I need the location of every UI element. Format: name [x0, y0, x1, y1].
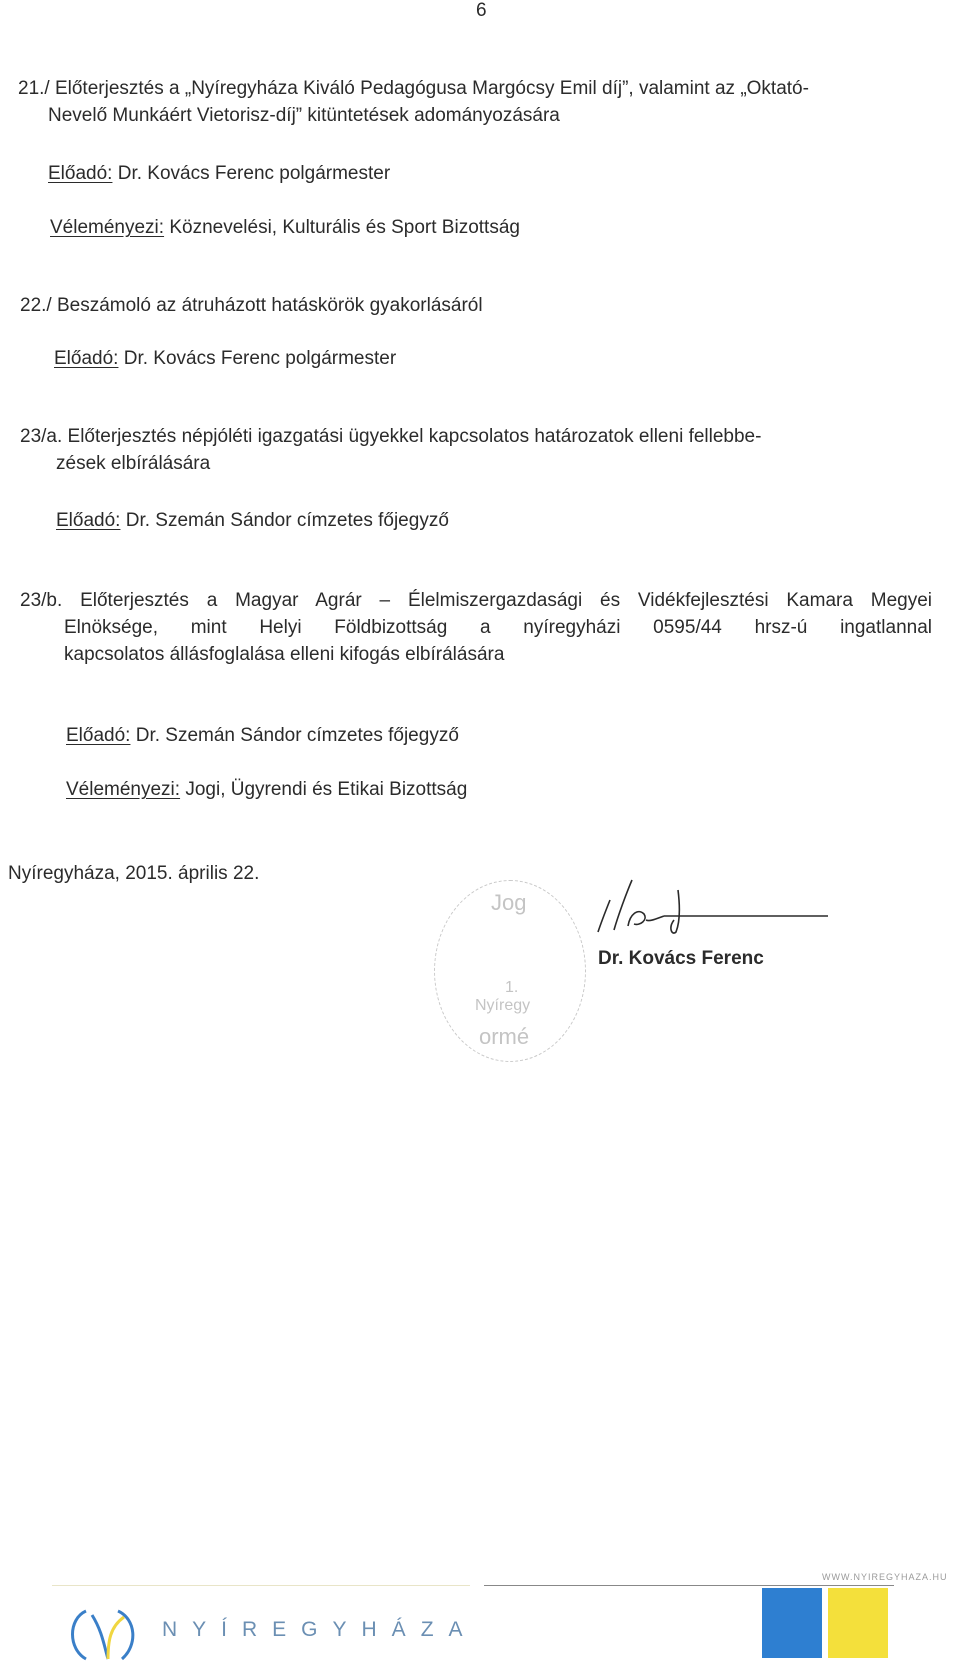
agenda-item-23b-line2: Elnöksége, mint Helyi Földbizottság a nyíregyházi 0595/44 hrsz-ú ingatlannal: [64, 616, 932, 638]
agenda-item-23b-presenter: Előadó: Dr. Szemán Sándor címzetes főjegyző: [66, 725, 459, 746]
signer-name: Dr. Kovács Ferenc: [598, 948, 764, 969]
page-number: 6: [476, 0, 487, 21]
agenda-item-23a-title: 23/a. Előterjesztés népjóléti igazgatási ügyekkel kapcsolatos határozatok elleni fellebbe- zések elbírálására: [20, 426, 762, 474]
agenda-item-23b-reviewer: Véleményezi: Jogi, Ügyrendi és Etikai Bizottság: [66, 779, 468, 800]
nyiregyhaza-logo-icon: [64, 1605, 140, 1663]
footer-blue-block: [762, 1588, 822, 1658]
agenda-item-22-presenter: Előadó: Dr. Kovács Ferenc polgármester: [54, 348, 397, 369]
agenda-item-21-reviewer: Véleményezi: Köznevelési, Kulturális és Sport Bizottság: [50, 217, 520, 238]
agenda-item-23a-presenter: Előadó: Dr. Szemán Sándor címzetes főjegyző: [56, 510, 449, 531]
agenda-item-22-title: 22./ Beszámoló az átruházott hatáskörök gyakorlásáról: [20, 295, 483, 316]
agenda-item-23b-line1: 23/b. Előterjesztés a Magyar Agrár – Élelmiszergazdasági és Vidékfejlesztési Kamara Megyei: [20, 590, 932, 611]
handwritten-signature: [588, 870, 838, 950]
footer-brand-name: NYÍREGYHÁZA: [162, 1618, 478, 1641]
agenda-item-23b-title: [20, 588, 932, 669]
footer-divider-left: [52, 1585, 470, 1586]
footer-yellow-block: [828, 1588, 888, 1658]
official-stamp: Jog 1. Nyíregy ormé: [434, 880, 586, 1062]
footer-divider-right: [484, 1585, 894, 1586]
footer-url: WWW.NYIREGYHAZA.HU: [822, 1572, 948, 1582]
agenda-item-23b-line3: kapcsolatos állásfoglalása elleni kifogás elbírálására: [64, 643, 505, 665]
agenda-item-21-presenter: Előadó: Dr. Kovács Ferenc polgármester: [48, 163, 391, 184]
agenda-item-21-title: 21./ Előterjesztés a „Nyíregyháza Kiváló Pedagógusa Margócsy Emil díj”, valamint az „Oktató- Nevelő Munkáért Vietorisz-díj” kitüntetések adományozására: [18, 78, 809, 126]
date-place: Nyíregyháza, 2015. április 22.: [8, 863, 260, 884]
